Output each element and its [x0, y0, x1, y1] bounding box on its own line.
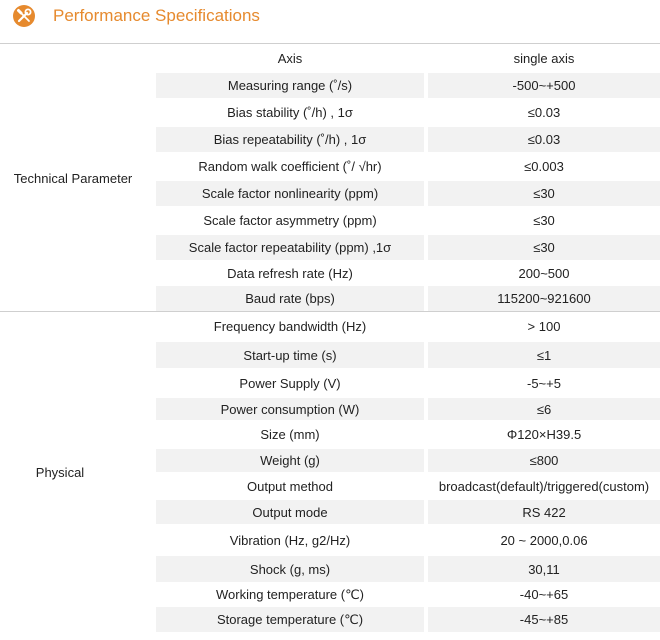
value-cell: ≤0.03 — [428, 127, 660, 152]
table-row — [0, 607, 660, 632]
group-label: Physical — [35, 464, 85, 480]
parameter-cell: Power consumption (W) — [156, 398, 424, 420]
value-cell: ≤0.03 — [527, 105, 561, 120]
table-row — [0, 127, 660, 152]
value-cell: 200~500 — [518, 265, 570, 281]
table-row — [0, 208, 660, 233]
parameter-cell: Output mode — [156, 500, 424, 524]
parameter-cell: Size (mm) — [260, 427, 320, 442]
value-cell: -5~+5 — [527, 375, 561, 391]
parameter-cell: Storage temperature (℃) — [156, 607, 424, 632]
wrench-screwdriver-icon — [12, 4, 36, 28]
parameter-cell: Random walk coefficient (˚/ √hr) — [198, 159, 382, 174]
parameter-cell: Measuring range (˚/s) — [156, 73, 424, 98]
table-row — [0, 286, 660, 311]
parameter-cell: Power Supply (V) — [239, 375, 341, 391]
parameter-cell: Axis — [277, 51, 303, 66]
value-cell: ≤1 — [428, 342, 660, 368]
group-label: Technical Parameter — [13, 170, 133, 186]
table-row — [0, 235, 660, 260]
table-row — [0, 398, 660, 420]
parameter-cell: Scale factor nonlinearity (ppm) — [156, 181, 424, 206]
table-row — [0, 584, 660, 605]
value-cell: RS 422 — [428, 500, 660, 524]
table-row — [0, 262, 660, 284]
parameter-cell: Frequency bandwidth (Hz) — [213, 319, 367, 334]
table-row — [0, 526, 660, 554]
value-cell: ≤0.003 — [524, 159, 564, 174]
table-row — [0, 342, 660, 368]
value-cell: 30,11 — [428, 556, 660, 582]
parameter-cell: Shock (g, ms) — [156, 556, 424, 582]
table-row — [0, 500, 660, 524]
table-row — [0, 46, 660, 71]
parameter-cell: Vibration (Hz, g2/Hz) — [229, 532, 351, 548]
table-row — [0, 370, 660, 396]
table-row — [0, 556, 660, 582]
parameter-cell: Data refresh rate (Hz) — [227, 265, 353, 281]
parameter-cell: Scale factor asymmetry (ppm) — [203, 213, 377, 228]
value-cell: -40~+65 — [519, 587, 569, 602]
parameter-cell: Scale factor repeatability (ppm) ,1σ — [156, 235, 424, 260]
value-cell: ≤800 — [428, 449, 660, 472]
value-cell: ≤30 — [428, 181, 660, 206]
value-cell: single axis — [513, 51, 575, 66]
value-cell: > 100 — [527, 319, 561, 334]
parameter-cell: Baud rate (bps) — [156, 286, 424, 311]
parameter-cell: Output method — [247, 478, 333, 494]
table-row — [0, 73, 660, 98]
parameter-cell: Bias stability (˚/h) , 1σ — [227, 105, 353, 120]
value-cell: ≤30 — [533, 213, 555, 228]
parameter-cell: Bias repeatability (˚/h) , 1σ — [156, 127, 424, 152]
value-cell: -45~+85 — [428, 607, 660, 632]
page-title: Performance Specifications — [53, 6, 260, 25]
parameter-cell: Weight (g) — [156, 449, 424, 472]
value-cell: ≤30 — [428, 235, 660, 260]
parameter-cell: Working temperature (℃) — [215, 586, 364, 602]
section-header — [0, 0, 660, 44]
header-divider — [0, 43, 660, 44]
value-cell: broadcast(default)/triggered(custom) — [438, 478, 650, 494]
value-cell: ≤6 — [428, 398, 660, 420]
parameter-cell: Start-up time (s) — [156, 342, 424, 368]
value-cell: Φ120×H39.5 — [506, 427, 582, 442]
table-row — [0, 100, 660, 125]
group-divider — [0, 311, 660, 312]
table-row — [0, 422, 660, 447]
value-cell: 20 ~ 2000,0.06 — [500, 532, 588, 548]
value-cell: 115200~921600 — [428, 286, 660, 311]
value-cell: -500~+500 — [428, 73, 660, 98]
table-row — [0, 313, 660, 340]
